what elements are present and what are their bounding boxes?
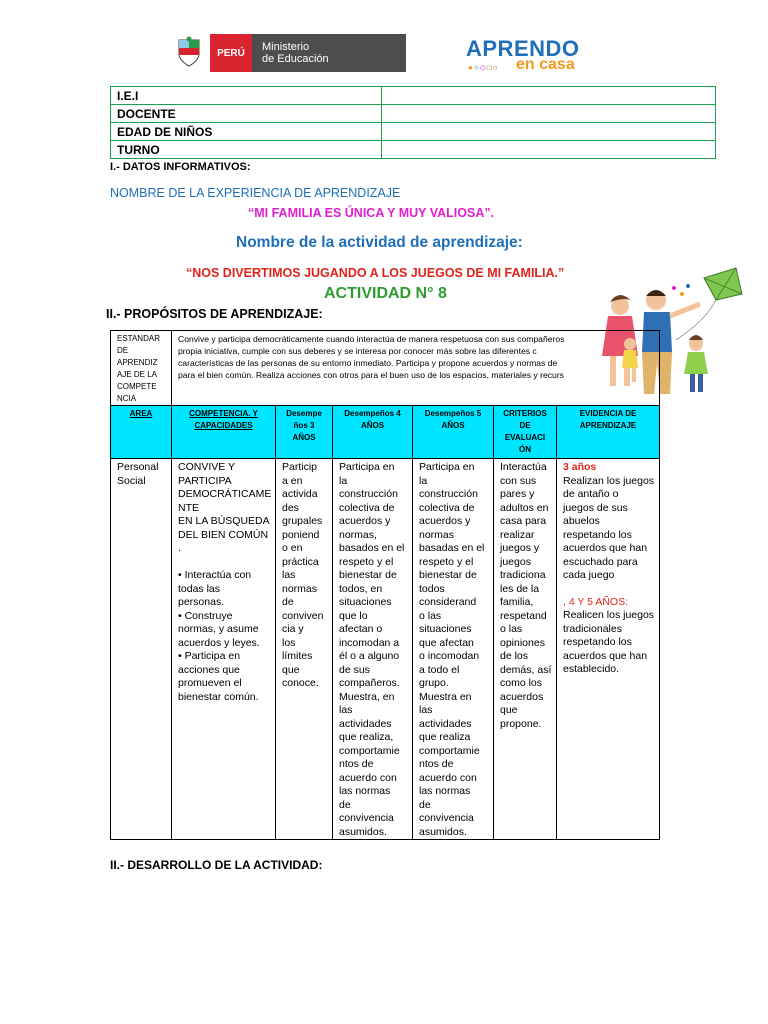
info-row (111, 141, 716, 159)
cell-line: compañeros. (339, 677, 400, 689)
cell-line: respetando los (563, 636, 632, 648)
cell-line: acuerdos (500, 690, 544, 703)
standard-text-line: características de las personas de su entorno inmediato. Participa y propone acuerdos y normas de (178, 358, 558, 368)
info-row (111, 123, 716, 141)
cell-line: demás, así (500, 663, 552, 676)
col-header-criterios (494, 406, 557, 459)
cell-line: de sus (339, 663, 370, 676)
standard-row (111, 331, 660, 406)
cell-line: realizar (500, 528, 535, 541)
col-header-line: AÑOS (441, 421, 465, 430)
cell-line: o incomodan (419, 650, 480, 662)
cell-line: activida (282, 488, 318, 500)
standard-text (172, 331, 660, 406)
info-label: I.E.I (111, 87, 382, 105)
col-header-line: ños 3 (293, 421, 315, 430)
cell-line: Social (117, 474, 146, 487)
evidence-age-3: 3 años (563, 461, 597, 473)
col-header-line: AÑOS (360, 421, 385, 430)
cell-line: con sus (500, 474, 537, 487)
cell-line: DEMOCRÁTICAME (178, 488, 272, 500)
col-header-line: AÑOS (292, 433, 316, 442)
cell-line: pares y (500, 488, 535, 500)
en-casa-text: en casa (516, 56, 575, 73)
cell-line: acuerdos y leyes. (178, 636, 260, 649)
cell-line: grupales (282, 515, 323, 527)
col-header-d4 (333, 406, 413, 459)
cell-line: todos, en (339, 582, 383, 595)
aprendo-en-casa-logo (466, 36, 596, 78)
cell-line: que lo (339, 609, 368, 622)
cell-line: o en (282, 542, 303, 554)
cell-line: Personal (117, 461, 159, 473)
cell-line: de (339, 798, 351, 811)
cell-line: comportamie (339, 744, 400, 757)
cell-line: normas (419, 528, 455, 541)
cell-line: adultos en (500, 501, 549, 514)
cell-line: las (282, 569, 296, 581)
minedu-logo (176, 34, 374, 72)
cell-line: comportamie (419, 744, 480, 757)
cell-line: que (282, 663, 300, 676)
col-header-line: CRITERIOS (503, 409, 547, 418)
cell-line: establecido. (563, 663, 620, 675)
col-header-line: EVIDENCIA DE (579, 409, 637, 418)
ministry-label (252, 34, 406, 72)
cell-line: CONVIVE Y (178, 461, 235, 473)
purpose-table (110, 330, 659, 838)
cell-line: que afectan (419, 636, 474, 649)
cell-line: PARTICIPA (178, 474, 232, 487)
cell-line: afectan o (339, 623, 383, 635)
aprendo-text: APRENDO (466, 36, 580, 61)
standard-text-line: propia iniciativa, cumple con sus deberes y se interesa por conocer más sobre las diferentes c (178, 346, 537, 356)
cell-line: • Construye (178, 609, 233, 622)
activity-label: Nombre de la actividad de aprendizaje: (236, 234, 523, 251)
col-header-line: EVALUACI (504, 433, 546, 442)
cell-line: grupo. (419, 677, 449, 689)
cell-line: juegos de sus (563, 501, 628, 514)
cell-line: práctica (282, 555, 319, 568)
cell-area (111, 459, 172, 840)
cell-line: construcción (419, 488, 478, 500)
col-header-line: Desempeños 4 (344, 409, 401, 418)
standard-label (111, 331, 172, 406)
cell-line: las (339, 704, 353, 716)
table-row (111, 459, 660, 840)
cell-line: Realicen los juegos (563, 609, 655, 621)
cell-line: convivencia (339, 812, 394, 824)
cell-line: respetand (500, 609, 547, 622)
standard-text-line: para el bien común. Realiza acciones con otros para el buen uso de los espacios, materiales y recurs (178, 370, 564, 380)
cell-line: acciones que (178, 663, 240, 676)
cell-line: tradiciona (500, 569, 546, 581)
standard-label-line: NCIA (117, 394, 137, 403)
cell-line: límites (282, 650, 313, 662)
cell-line: actividades (339, 717, 392, 730)
cell-line (178, 556, 271, 570)
cell-line: respeto y el (419, 555, 474, 568)
cell-line: Particip (282, 461, 318, 473)
cell-line: DEL BIEN COMÚN (178, 528, 269, 541)
col-header-line: COMPETENCIA. Y (189, 409, 258, 418)
cell-line: familia, (500, 596, 534, 608)
cell-line: des (282, 501, 299, 514)
info-label: TURNO (111, 141, 382, 159)
evidence-age-45: , 4 Y 5 AÑOS: (563, 595, 628, 608)
cell-line: situaciones (339, 596, 392, 608)
peru-brand-bar (210, 34, 410, 72)
color-dots-icon: ●○◇□○ (468, 63, 499, 72)
info-value[interactable] (382, 105, 716, 123)
peru-shield-icon (176, 36, 202, 68)
cell-line: respetando los (563, 528, 632, 541)
section1-title: I.- DATOS INFORMATIVOS: (110, 161, 251, 173)
cell-line: les de la (500, 582, 540, 595)
cell-line: propone. (500, 717, 542, 730)
cell-line: opiniones (500, 636, 545, 649)
standard-label-line: DE (117, 346, 129, 355)
experience-name: “MI FAMILIA ES ÚNICA Y MUY VALIOSA”. (248, 206, 495, 220)
cell-line: de (419, 798, 431, 811)
col-header-competencia (172, 406, 276, 459)
cell-line: que realiza, (339, 731, 394, 743)
cell-line: poniend (282, 528, 320, 541)
cell-competencia (172, 459, 276, 840)
info-row (111, 87, 716, 105)
cell-line: Interactúa (500, 461, 547, 473)
experience-label: NOMBRE DE LA EXPERIENCIA DE APRENDIZAJE (110, 186, 401, 200)
cell-line: • Interactúa con (178, 569, 252, 581)
cell-line: basadas en el (419, 542, 485, 554)
cell-line: acuerdos que han (563, 649, 648, 662)
standard-label-line: ESTANDAR (117, 334, 160, 343)
cell-line: cia y (282, 623, 304, 635)
col-header-area (111, 406, 172, 459)
cell-evidencia (557, 459, 660, 840)
col-header-d3 (276, 406, 333, 459)
cell-line: o las (500, 623, 523, 635)
info-value[interactable] (382, 87, 716, 105)
section3-title: II.- DESARROLLO DE LA ACTIVIDAD: (110, 858, 323, 872)
cell-line: juegos (500, 555, 531, 568)
cell-line: casa para (500, 515, 547, 527)
cell-line: Participa en (419, 461, 475, 473)
ministry-line1: Ministerio (262, 41, 310, 53)
cell-line: que realiza (419, 731, 471, 743)
cell-line: de los (500, 650, 529, 662)
col-header-line: DE (519, 421, 531, 430)
cell-line: incomodan a (339, 636, 400, 649)
col-header-line: Desempe (286, 409, 322, 418)
cell-line: a todo el (419, 663, 460, 676)
cell-line: tradicionales (563, 622, 622, 635)
cell-line: acuerdos que han (563, 542, 648, 554)
evidence-text-45 (563, 609, 655, 677)
cell-line: personas. (178, 596, 225, 608)
col-header-line: CAPACIDADES (194, 421, 253, 430)
cell-line: que (500, 704, 518, 716)
cell-line: bienestar de (419, 569, 477, 581)
col-header-line: AREA (129, 409, 153, 418)
section2-title: II.- PROPÓSITOS DE APRENDIZAJE: (106, 307, 323, 321)
cell-line: acuerdo con (339, 771, 397, 784)
standard-text-line: Convive y participa democráticamente cuando interactúa de manera respetuosa con sus compañeros (178, 334, 565, 344)
cell-line: bienestar de (339, 569, 397, 581)
cell-line: Realizan los juegos (563, 474, 655, 487)
cell-line: . (178, 542, 181, 554)
cell-line: promueven el (178, 677, 242, 689)
cell-line: bienestar común. (178, 690, 259, 703)
info-value[interactable] (382, 141, 716, 159)
col-header-d5 (413, 406, 494, 459)
cell-line: él o a alguno (339, 650, 400, 662)
cell-line: como los (500, 677, 543, 689)
info-value[interactable] (382, 123, 716, 141)
cell-line: las normas (419, 785, 471, 797)
header-row (111, 406, 660, 459)
cell-line: acuerdo con (419, 771, 477, 784)
cell-line: Muestra, en (339, 690, 395, 703)
cell-line: • Participa en (178, 650, 241, 662)
info-row (111, 105, 716, 123)
cell-line: acuerdos y (419, 515, 471, 527)
cell-line: abuelos (563, 515, 600, 527)
cell-line: conviven (282, 609, 324, 622)
cell-line: o las (419, 609, 442, 622)
ministry-line2: de Educación (262, 53, 329, 65)
cell-line: normas, y asume (178, 623, 259, 635)
cell-line: Muestra en (419, 690, 472, 703)
activity-number: ACTIVIDAD N° 8 (324, 285, 447, 302)
cell-line: todos (419, 582, 445, 595)
cell-line: juegos y (500, 542, 540, 554)
info-label: DOCENTE (111, 105, 382, 123)
standard-label-line: APRENDIZ (117, 358, 158, 367)
cell-line: las normas (339, 785, 391, 797)
cell-line: de (282, 596, 294, 608)
info-table (110, 86, 716, 159)
cell-line: normas, (339, 528, 377, 541)
cell-line: a en (282, 474, 303, 487)
cell-line: colectiva de (339, 501, 395, 514)
cell-d4 (333, 459, 413, 840)
standard-label-line: COMPETE (117, 382, 157, 391)
col-header-line: Desempeños 5 (424, 409, 482, 418)
evidence-text-3 (563, 475, 655, 583)
cell-line: asumidos. (419, 825, 467, 838)
cell-line: convivencia (419, 812, 474, 824)
cell-line: actividades (419, 717, 472, 730)
info-label: EDAD DE NIÑOS (111, 123, 382, 141)
peru-label: PERÚ (210, 34, 252, 72)
cell-line: Participa en (339, 461, 395, 473)
cell-line: de antaño o (563, 488, 619, 500)
cell-line: escuchado para (563, 555, 638, 568)
cell-line: cada juego (563, 569, 615, 581)
cell-d3 (276, 459, 333, 840)
cell-line: acuerdos y (339, 515, 391, 527)
cell-line: la (419, 474, 428, 487)
cell-line: construcción (339, 488, 398, 500)
cell-criterios (494, 459, 557, 840)
cell-line: considerand (419, 596, 477, 608)
cell-line: conoce. (282, 677, 319, 689)
cell-line: los (282, 636, 296, 649)
col-header-line: APRENDIZAJE (579, 421, 637, 430)
cell-line: basados en el (339, 542, 405, 554)
cell-line: NTE (178, 501, 199, 514)
cell-line: ntos de (339, 758, 374, 770)
cell-line: todas las (178, 582, 221, 595)
cell-line: situaciones (419, 623, 472, 635)
cell-d5 (413, 459, 494, 840)
cell-line: colectiva de (419, 501, 475, 514)
cell-line: respeto y el (339, 555, 394, 568)
col-header-evidencia (557, 406, 660, 459)
cell-line: la (339, 474, 348, 487)
col-header-line: ÓN (519, 445, 531, 454)
cell-line: ntos de (419, 758, 454, 770)
standard-label-line: AJE DE LA (117, 370, 158, 379)
activity-name: “NOS DIVERTIMOS JUGANDO A LOS JUEGOS DE MI FAMILIA.” (186, 266, 565, 280)
cell-line: EN LA BÚSQUEDA (178, 515, 270, 527)
cell-line: asumidos. (339, 825, 387, 838)
cell-line: normas (282, 582, 318, 595)
cell-line: las (419, 704, 433, 716)
